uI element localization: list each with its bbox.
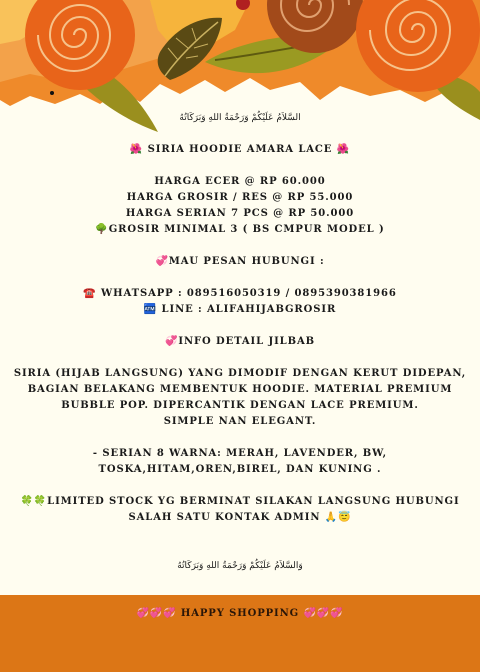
- price-series: HARGA SERIAN 7 PCS @ RP 50.000: [125, 208, 355, 219]
- whatsapp-contact[interactable]: ☎️ WHATSAPP : 089516050319 / 0895390381966: [83, 288, 397, 299]
- product-title: 🌺 SIRIA HOODIE AMARA LACE 🌺: [129, 144, 351, 155]
- footer-text: 💞💞💞 HAPPY SHOPPING 💞💞💞: [136, 608, 344, 619]
- greeting-open: السَّلاَمُ عَلَيْكُمْ وَرَحْمَةُ اللهِ وَبَرَكَاتُهُ: [179, 113, 301, 123]
- description-line: BUBBLE POP. DIPERCANTIK DENGAN LACE PREMIUM.: [61, 400, 419, 411]
- price-retail: HARGA ECER @ RP 60.000: [154, 176, 326, 187]
- post-body: [0, 110, 480, 574]
- list-bullet: [50, 91, 54, 95]
- line-contact[interactable]: 🏧 LINE : ALIFAHIJABGROSIR: [143, 304, 337, 315]
- description-line: SIRIA (HIJAB LANGSUNG) YANG DIMODIF DENGAN KERUT DIDEPAN,: [13, 368, 467, 379]
- color-variants-line: TOSKA,HITAM,OREN,BIREL, DAN KUNING .: [98, 464, 382, 475]
- description-line: BAGIAN BELAKANG MEMBENTUK HOODIE. MATERIAL PREMIUM: [27, 384, 453, 395]
- description-line: SIMPLE NAN ELEGANT.: [163, 416, 317, 427]
- info-heading: 💞INFO DETAIL JILBAB: [165, 336, 315, 347]
- wholesale-minimum: 🌳GROSIR MINIMAL 3 ( BS CMPUR MODEL ): [95, 224, 385, 235]
- greeting-close: وَالسَّلاَمُ عَلَيْكُمْ وَرَحْمَةُ اللهِ وَبَرَكَاتُهُ: [177, 561, 303, 571]
- stock-notice-line: 🍀🍀LIMITED STOCK YG BERMINAT SILAKAN LANGSUNG HUBUNGI: [20, 496, 460, 507]
- order-heading: 💞MAU PESAN HUBUNGI :: [155, 256, 325, 267]
- stock-notice-line: SALAH SATU KONTAK ADMIN 🙏😇: [128, 512, 352, 523]
- price-wholesale: HARGA GROSIR / RES @ RP 55.000: [126, 192, 354, 203]
- color-variants-line: - SERIAN 8 WARNA: MERAH, LAVENDER, BW,: [92, 448, 388, 459]
